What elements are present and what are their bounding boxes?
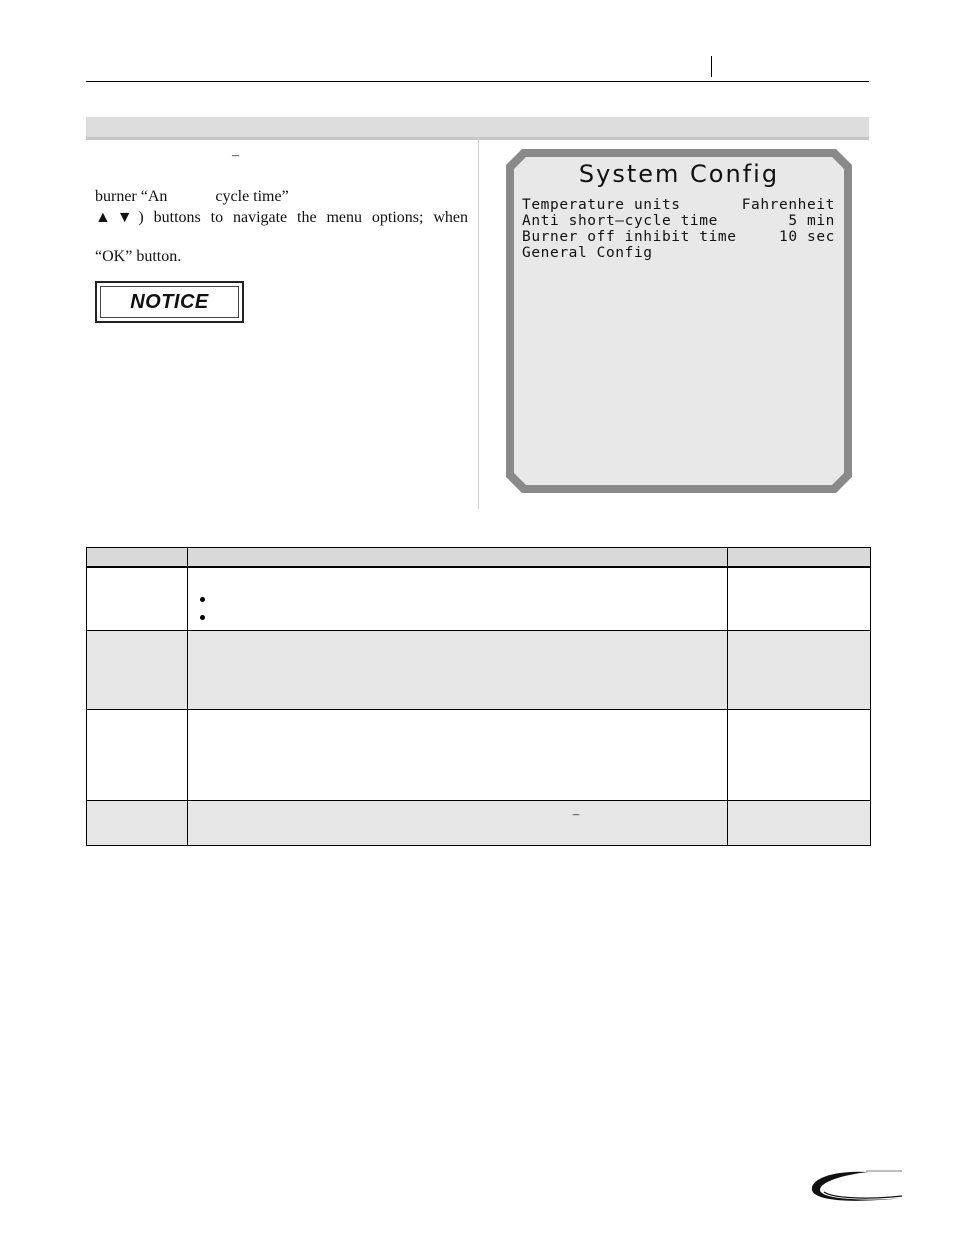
- menu-item-label: Anti short–cycle time: [522, 213, 718, 229]
- table-header-cell: [728, 548, 871, 568]
- bullet-icon: [200, 597, 205, 602]
- table-cell: [87, 710, 188, 801]
- text-line-ok-button: “OK” button.: [95, 248, 182, 265]
- table-row: [87, 801, 871, 846]
- menu-item-general-config[interactable]: [522, 245, 835, 261]
- table-cell: [728, 631, 871, 710]
- menu-item-value: 10 sec: [779, 229, 835, 245]
- table-header-row: [87, 548, 871, 568]
- menu-item-temperature-units[interactable]: [522, 197, 835, 213]
- menu-item-label: Burner off inhibit time: [522, 229, 737, 245]
- table-cell: [187, 801, 728, 846]
- menu-item-burner-off-inhibit-time[interactable]: [522, 229, 835, 245]
- text-line-burner: burner “An cycle time”: [95, 188, 289, 205]
- table-cell: [187, 567, 728, 631]
- notice-label: NOTICE: [130, 290, 209, 313]
- table-row: [87, 567, 871, 631]
- column-divider: [478, 137, 479, 509]
- parameter-table: [86, 547, 871, 846]
- text-dash: –: [232, 148, 239, 163]
- table-row: [87, 710, 871, 801]
- bullet-icon: [200, 615, 205, 620]
- table-cell: [728, 710, 871, 801]
- header-rule: [86, 81, 869, 82]
- menu-item-label: General Config: [522, 245, 653, 261]
- table-cell: [87, 801, 188, 846]
- text-line-navigate: ▲▼) buttons to navigate the menu options; when: [95, 209, 468, 226]
- table-row: [87, 631, 871, 710]
- cell-dash: –: [572, 806, 580, 821]
- screen-title: System Config: [578, 160, 780, 188]
- table-cell: [728, 567, 871, 631]
- notice-box: [95, 281, 244, 323]
- menu-item-anti-short-cycle-time[interactable]: [522, 213, 835, 229]
- menu-item-value: 5 min: [788, 213, 835, 229]
- table-header-cell: [187, 548, 728, 568]
- menu-item-label: Temperature units: [522, 197, 681, 213]
- header-tick: [711, 56, 712, 77]
- table-cell: [187, 710, 728, 801]
- table-cell: [87, 567, 188, 631]
- table-cell: [187, 631, 728, 710]
- brand-logo-swoosh-icon: [806, 1168, 906, 1208]
- menu-item-value: Fahrenheit: [741, 197, 835, 213]
- table-cell: [87, 631, 188, 710]
- table-cell: [728, 801, 871, 846]
- table-header-cell: [87, 548, 188, 568]
- notice-inner-frame: [100, 286, 239, 318]
